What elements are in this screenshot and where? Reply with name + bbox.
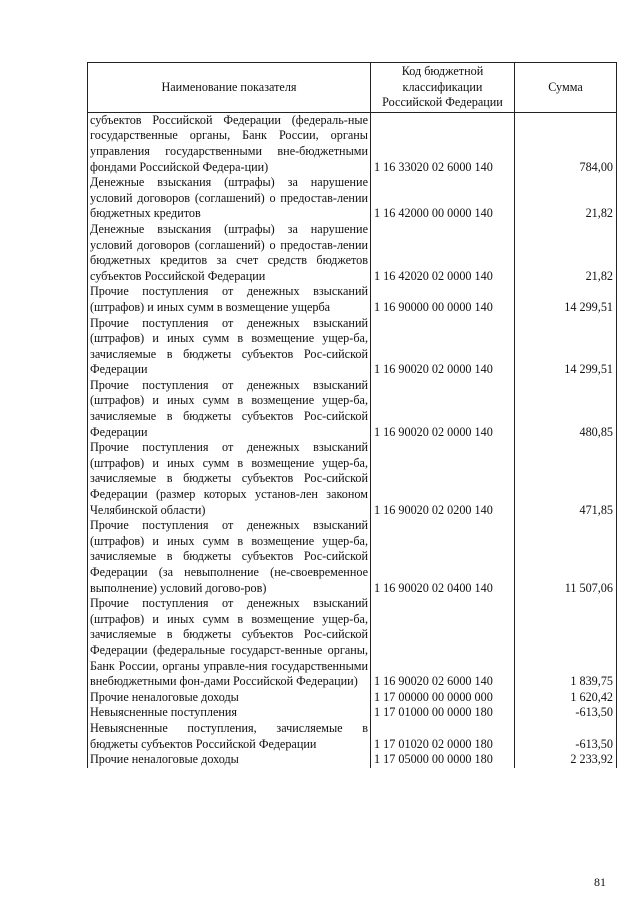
row-sum: 21,82 [515, 222, 617, 284]
row-budget-code: 1 17 05000 00 0000 180 [371, 752, 515, 768]
row-indicator-name: Прочие поступления от денежных взысканий (штрафов) и иных сумм в возмещение ущер-ба, зачисляемые в бюджеты субъектов Рос-сийской Федерации [88, 378, 371, 440]
row-indicator-name: Денежные взыскания (штрафы) за нарушение условий договоров (соглашений) о предостав-лении бюджетных кредитов за счет средств бюджетов субъектов Российской Федерации [88, 222, 371, 284]
header-code-line: Код бюджетной [401, 64, 484, 78]
row-budget-code: 1 17 01000 00 0000 180 [371, 705, 515, 721]
row-budget-code: 1 16 90020 02 6000 140 [371, 596, 515, 690]
row-indicator-name: Невыясненные поступления, зачисляемые в бюджеты субъектов Российской Федерации [88, 721, 371, 752]
row-sum: 1 620,42 [515, 690, 617, 706]
row-budget-code: 1 16 90000 00 0000 140 [371, 284, 515, 315]
row-sum: 2 233,92 [515, 752, 617, 768]
table-row [88, 518, 617, 596]
table-row [88, 721, 617, 752]
row-sum: 14 299,51 [515, 316, 617, 378]
row-sum: 471,85 [515, 440, 617, 518]
table-row [88, 378, 617, 440]
row-indicator-name: Прочие поступления от денежных взысканий (штрафов) и иных сумм в возмещение ущер-ба, зачисляемые в бюджеты субъектов Рос-сийской Федерации [88, 316, 371, 378]
row-indicator-name: Прочие поступления от денежных взысканий (штрафов) и иных сумм в возмещение ущер-ба, зачисляемые в бюджеты субъектов Рос-сийской Федерации (за невыполнение (не-своевременное выполнение) условий догово-ров) [88, 518, 371, 596]
row-sum: -613,50 [515, 721, 617, 752]
table-row [88, 440, 617, 518]
row-indicator-name: Невыясненные поступления [88, 705, 371, 721]
row-sum: -613,50 [515, 705, 617, 721]
row-indicator-name: Прочие поступления от денежных взысканий (штрафов) и иных сумм в возмещение ущер-ба, зачисляемые в бюджеты субъектов Рос-сийской Федерации (федеральные государст-венные органы, Банк России, органы управле-ния государственными внебюджетными фон-дами Российской Федерации) [88, 596, 371, 690]
table-body [88, 112, 617, 767]
row-indicator-name: Прочие поступления от денежных взысканий (штрафов) и иных сумм в возмещение ущер-ба, зачисляемые в бюджеты субъектов Рос-сийской Федерации (размер которых установ-лен законом Челябинской области) [88, 440, 371, 518]
header-sum: Сумма [515, 63, 617, 113]
header-budget-code [371, 63, 515, 113]
table-row [88, 596, 617, 690]
table-row [88, 690, 617, 706]
row-sum: 480,85 [515, 378, 617, 440]
budget-revenue-table [87, 62, 617, 768]
row-indicator-name: Прочие поступления от денежных взысканий (штрафов) и иных сумм в возмещение ущерба [88, 284, 371, 315]
row-budget-code: 1 17 01020 02 0000 180 [371, 721, 515, 752]
row-sum: 21,82 [515, 175, 617, 222]
row-indicator-name: Прочие неналоговые доходы [88, 690, 371, 706]
table-row [88, 705, 617, 721]
row-budget-code: 1 16 42020 02 0000 140 [371, 222, 515, 284]
header-code-line: классификации [402, 79, 483, 94]
row-indicator-name: Прочие неналоговые доходы [88, 752, 371, 768]
row-indicator-name: Денежные взыскания (штрафы) за нарушение условий договоров (соглашений) о предостав-лении бюджетных кредитов [88, 175, 371, 222]
row-budget-code: 1 17 00000 00 0000 000 [371, 690, 515, 706]
row-sum: 784,00 [515, 112, 617, 175]
row-budget-code: 1 16 90020 02 0000 140 [371, 378, 515, 440]
row-indicator-name: субъектов Российской Федерации (федераль-ные государственные органы, Банк России, органы управления государственными вне-бюджетными фондами Российской Федера-ции) [88, 112, 371, 175]
row-sum: 1 839,75 [515, 596, 617, 690]
header-code-line: Российской Федерации [382, 95, 503, 110]
page-number: 81 [594, 875, 606, 889]
row-budget-code: 1 16 90020 02 0000 140 [371, 316, 515, 378]
row-budget-code: 1 16 33020 02 6000 140 [371, 112, 515, 175]
row-budget-code: 1 16 42000 00 0000 140 [371, 175, 515, 222]
header-indicator-name: Наименование показателя [88, 63, 371, 113]
row-budget-code: 1 16 90020 02 0200 140 [371, 440, 515, 518]
table-row [88, 222, 617, 284]
table-row [88, 752, 617, 768]
row-sum: 11 507,06 [515, 518, 617, 596]
table-row [88, 284, 617, 315]
table-row [88, 175, 617, 222]
table-header-row [88, 63, 617, 113]
row-budget-code: 1 16 90020 02 0400 140 [371, 518, 515, 596]
table-row [88, 316, 617, 378]
row-sum: 14 299,51 [515, 284, 617, 315]
table-row [88, 112, 617, 175]
